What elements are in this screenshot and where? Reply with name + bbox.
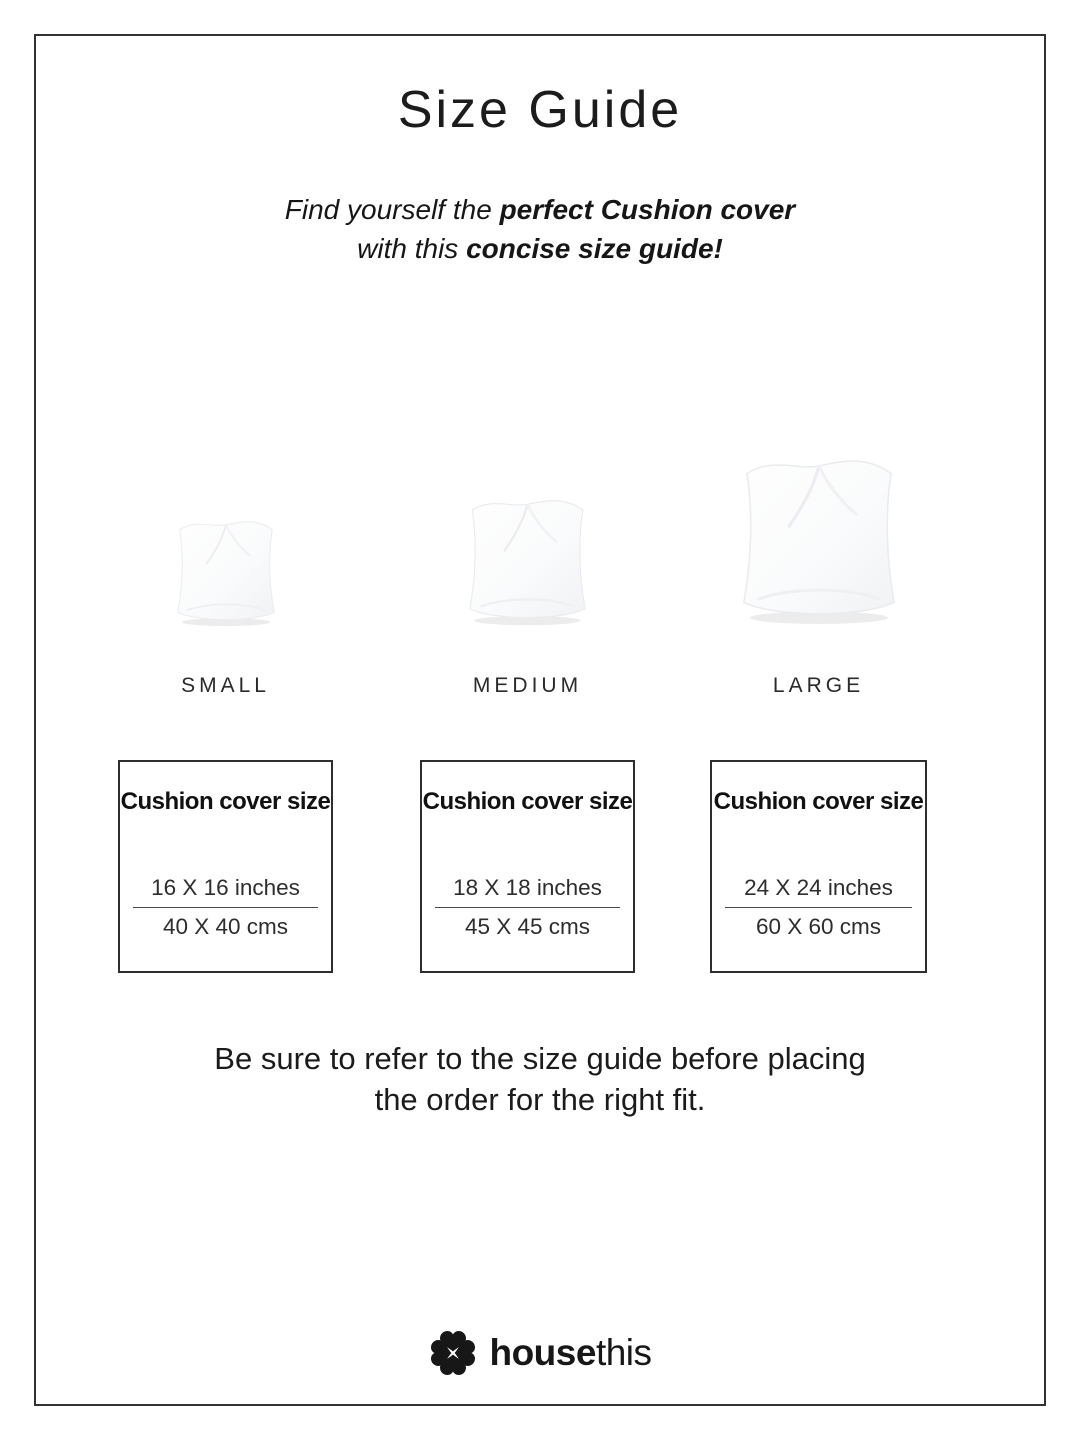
subtitle-regular-text: Find yourself the xyxy=(284,194,500,225)
subtitle-bold-text: concise size guide! xyxy=(466,233,723,264)
size-column-medium xyxy=(420,430,635,973)
footer-note xyxy=(0,1038,1080,1120)
size-label-large: LARGE xyxy=(772,674,865,697)
measurement-divider xyxy=(133,907,319,908)
brand-name-bold: house xyxy=(489,1332,596,1373)
pillow-area xyxy=(420,430,635,630)
clover-logo-icon xyxy=(428,1328,478,1378)
measurement-divider xyxy=(435,907,621,908)
size-box-small xyxy=(118,760,333,973)
page-subtitle xyxy=(0,190,1080,268)
subtitle-line-2 xyxy=(0,229,1080,268)
measurements xyxy=(422,874,633,941)
measurement-divider xyxy=(725,907,912,908)
brand-name xyxy=(489,1332,651,1374)
brand-logo xyxy=(0,1328,1080,1378)
size-box-title: Cushion cover size xyxy=(120,788,331,815)
pillow-area xyxy=(710,430,927,630)
size-box-title: Cushion cover size xyxy=(713,788,924,815)
page-title: Size Guide xyxy=(397,81,683,139)
size-column-large xyxy=(710,430,927,973)
footer-note-line-2: the order for the right fit. xyxy=(374,1082,706,1117)
size-box-title: Cushion cover size xyxy=(422,788,633,815)
size-column-small xyxy=(118,430,333,973)
cms-value: 45 X 45 cms xyxy=(464,914,591,939)
size-box-large xyxy=(710,760,927,973)
measurements xyxy=(120,874,331,941)
subtitle-regular-text: with this xyxy=(357,233,467,264)
pillow-area xyxy=(118,430,333,630)
cms-value: 40 X 40 cms xyxy=(162,914,289,939)
size-label-medium: MEDIUM xyxy=(472,674,583,697)
medium-pillow-image xyxy=(457,489,598,630)
subtitle-line-1 xyxy=(0,190,1080,229)
subtitle-bold-text: perfect Cushion cover xyxy=(499,194,796,225)
inches-value: 16 X 16 inches xyxy=(151,875,300,900)
small-pillow-image xyxy=(167,512,285,630)
brand-name-light: this xyxy=(595,1332,652,1373)
large-pillow-image xyxy=(727,446,911,630)
cms-value: 60 X 60 cms xyxy=(755,914,882,939)
inches-value: 24 X 24 inches xyxy=(744,875,893,900)
inches-value: 18 X 18 inches xyxy=(453,875,602,900)
size-box-medium xyxy=(420,760,635,973)
measurements xyxy=(712,874,925,941)
size-label-small: SMALL xyxy=(181,674,270,697)
footer-note-line-1: Be sure to refer to the size guide before placing xyxy=(214,1041,866,1076)
